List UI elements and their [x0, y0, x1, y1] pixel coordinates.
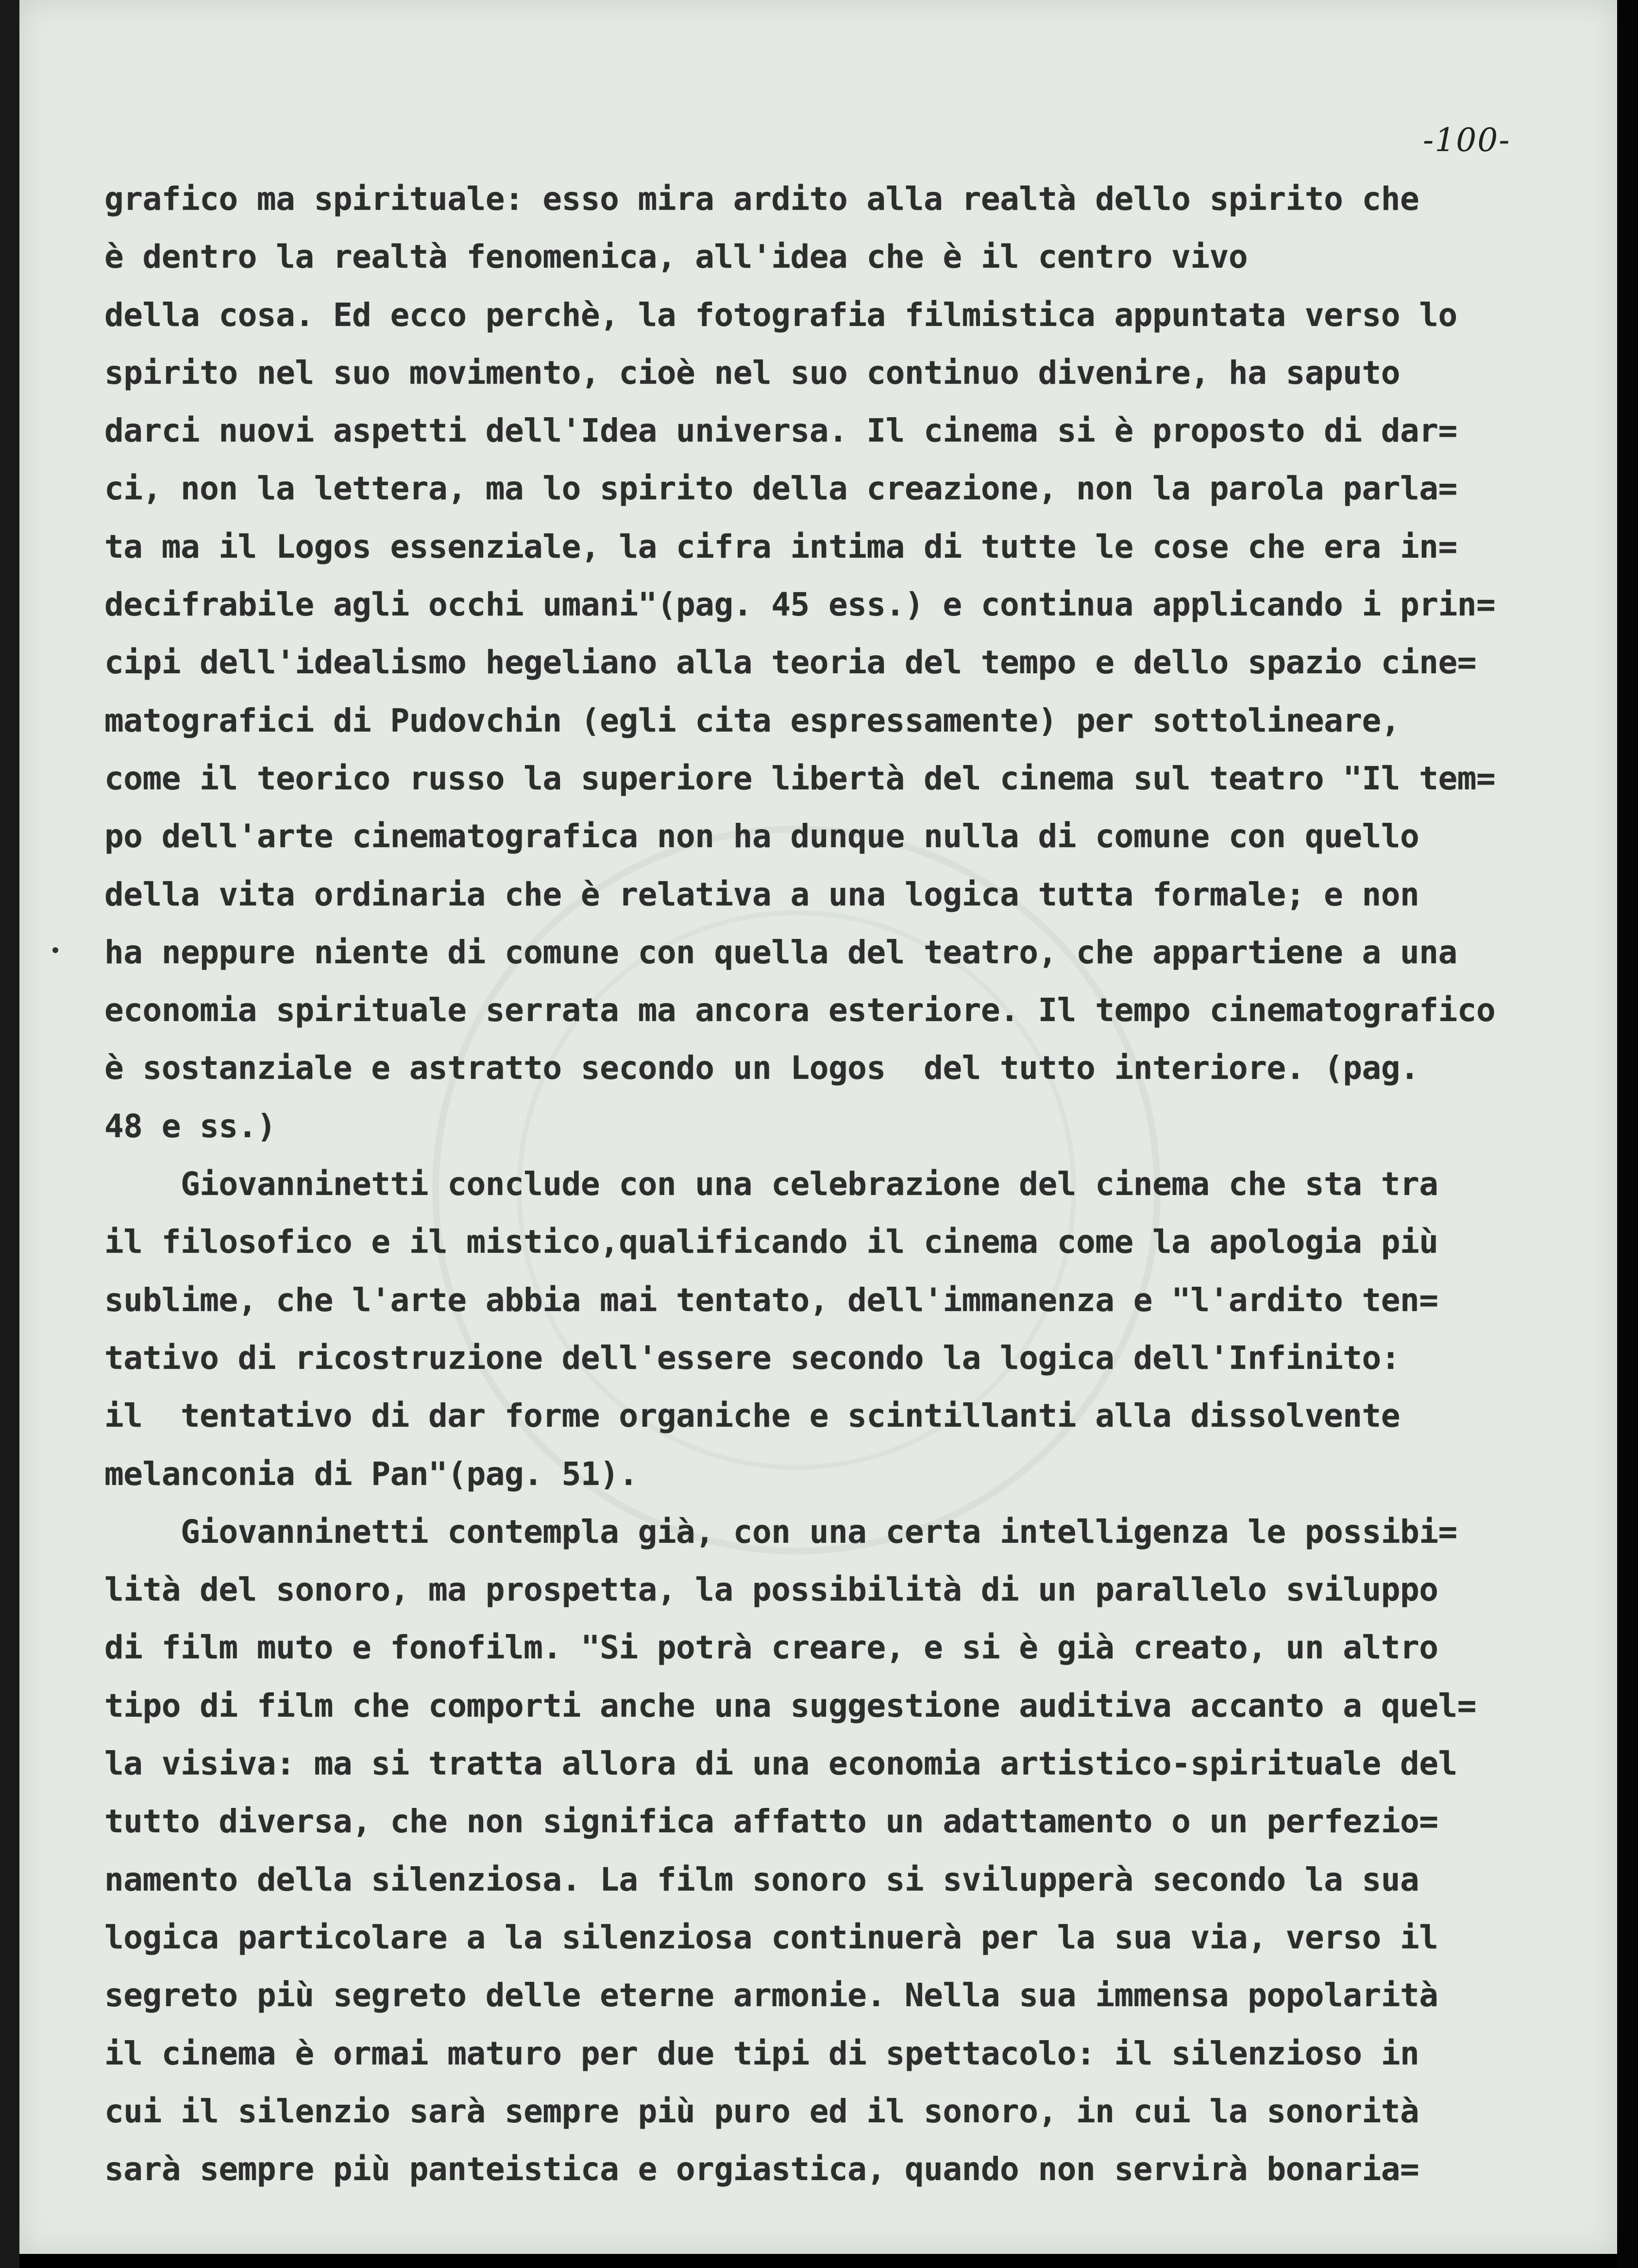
text-line: tativo di ricostruzione dell'essere secondo la logica dell'Infinito: — [104, 1339, 1401, 1377]
text-line: cui il silenzio sarà sempre più puro ed il sonoro, in cui la sonorità — [104, 2092, 1419, 2130]
text-line: della vita ordinaria che è relativa a una logica tutta formale; e non — [104, 875, 1419, 913]
body-text — [104, 170, 1576, 2198]
text-line: grafico ma spirituale: esso mira ardito alla realtà dello spirito che — [104, 180, 1419, 218]
text-line: è sostanziale e astratto secondo un Logos del tutto interiore. (pag. — [104, 1049, 1419, 1087]
text-line: come il teorico russo la superiore libertà del cinema sul teatro "Il tem= — [104, 759, 1496, 797]
text-line: il filosofico e il mistico,qualificando il cinema come la apologia più — [104, 1223, 1438, 1261]
text-line: ha neppure niente di comune con quella del teatro, che appartiene a una — [104, 933, 1457, 971]
text-line: cipi dell'idealismo hegeliano alla teoria del tempo e dello spazio cine= — [104, 644, 1476, 682]
text-line: lità del sonoro, ma prospetta, la possibilità di un parallelo sviluppo — [104, 1571, 1438, 1609]
text-line: decifrabile agli occhi umani"(pag. 45 ess.) e continua applicando i prin= — [104, 586, 1496, 624]
text-line: è dentro la realtà fenomenica, all'idea che è il centro vivo — [104, 238, 1248, 276]
text-line: tipo di film che comporti anche una suggestione auditiva accanto a quel= — [104, 1687, 1476, 1724]
scan-left-border — [0, 0, 19, 2268]
text-line: matografici di Pudovchin (egli cita espressamente) per sottolineare, — [104, 701, 1401, 739]
text-line: ta ma il Logos essenziale, la cifra intima di tutte le cose che era in= — [104, 528, 1457, 565]
page-number: -100- — [1423, 121, 1511, 159]
scan-right-border — [1617, 0, 1638, 2268]
text-line: Giovanninetti conclude con una celebrazione del cinema che sta tra — [104, 1165, 1438, 1203]
text-line: namento della silenziosa. La film sonoro si svilupperà secondo la sua — [104, 1860, 1419, 1898]
text-line: la visiva: ma si tratta allora di una economia artistico-spirituale del — [104, 1745, 1457, 1783]
text-line: darci nuovi aspetti dell'Idea universa. Il cinema si è proposto di dar= — [104, 412, 1457, 450]
text-line: spirito nel suo movimento, cioè nel suo continuo divenire, ha saputo — [104, 354, 1401, 392]
text-line: della cosa. Ed ecco perchè, la fotografia filmistica appuntata verso lo — [104, 296, 1457, 334]
margin-mark — [52, 947, 58, 953]
text-line: 48 e ss.) — [104, 1107, 276, 1145]
text-line: logica particolare a la silenziosa continuerà per la sua via, verso il — [104, 1918, 1438, 1956]
text-line: economia spirituale serrata ma ancora esteriore. Il tempo cinematografico — [104, 991, 1496, 1029]
text-line: sublime, che l'arte abbia mai tentato, dell'immanenza e "l'ardito ten= — [104, 1281, 1438, 1319]
text-line: Giovanninetti contempla già, con una certa intelligenza le possibi= — [104, 1513, 1457, 1551]
text-line: po dell'arte cinematografica non ha dunque nulla di comune con quello — [104, 818, 1419, 855]
text-line: il cinema è ormai maturo per due tipi di spettacolo: il silenzioso in — [104, 2034, 1419, 2072]
text-line: di film muto e fonofilm. "Si potrà creare, e si è già creato, un altro — [104, 1629, 1438, 1667]
text-line: sarà sempre più panteistica e orgiastica, quando non servirà bonaria= — [104, 2150, 1419, 2188]
text-line: melanconia di Pan"(pag. 51). — [104, 1455, 638, 1493]
text-line: ci, non la lettera, ma lo spirito della creazione, non la parola parla= — [104, 470, 1457, 508]
text-line: il tentativo di dar forme organiche e scintillanti alla dissolvente — [104, 1397, 1401, 1435]
text-line: segreto più segreto delle eterne armonie. Nella sua immensa popolarità — [104, 1977, 1438, 2014]
text-line: tutto diversa, che non significa affatto un adattamento o un perfezio= — [104, 1803, 1438, 1841]
